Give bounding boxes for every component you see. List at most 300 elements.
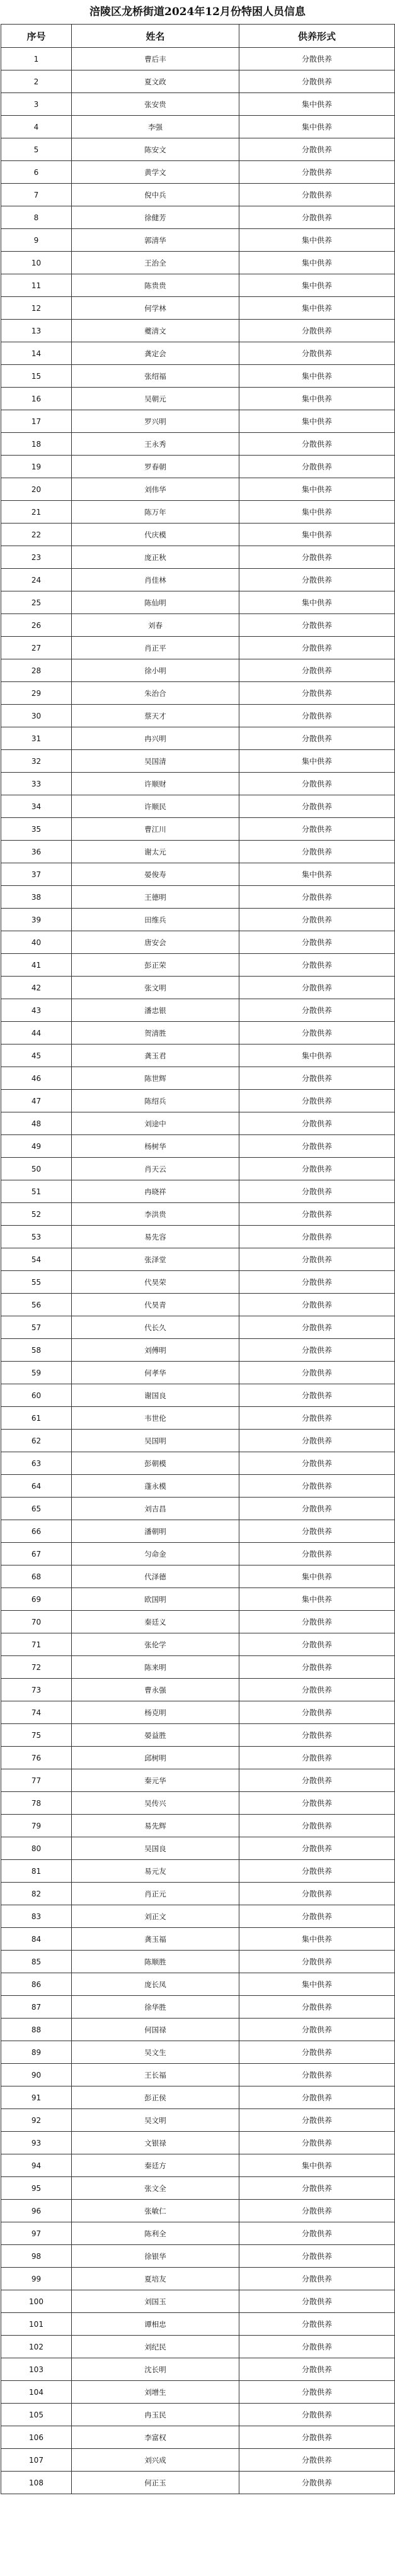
cell-support-type: 分散供养 xyxy=(239,1316,395,1339)
cell-name: 蓬永模 xyxy=(72,1475,239,1498)
cell-name: 彭朝模 xyxy=(72,1452,239,1475)
cell-name: 代长久 xyxy=(72,1316,239,1339)
table-row xyxy=(1,252,395,274)
cell-number: 34 xyxy=(1,795,72,818)
cell-name: 易先容 xyxy=(72,1226,239,1248)
cell-name: 沈长明 xyxy=(72,2358,239,2381)
cell-name: 刘国玉 xyxy=(72,2290,239,2313)
table-row xyxy=(1,2154,395,2177)
cell-support-type: 分散供养 xyxy=(239,1180,395,1203)
cell-support-type: 分散供养 xyxy=(239,1837,395,1860)
table-row xyxy=(1,1135,395,1158)
cell-number: 74 xyxy=(1,1701,72,1724)
cell-name: 王长福 xyxy=(72,2064,239,2086)
cell-name: 蔡天才 xyxy=(72,705,239,727)
cell-support-type: 集中供养 xyxy=(239,591,395,614)
cell-number: 50 xyxy=(1,1158,72,1180)
cell-name: 何国禄 xyxy=(72,2019,239,2041)
cell-number: 46 xyxy=(1,1067,72,1090)
cell-number: 8 xyxy=(1,206,72,229)
cell-number: 30 xyxy=(1,705,72,727)
cell-name: 代昊青 xyxy=(72,1294,239,1316)
cell-support-type: 集中供养 xyxy=(239,501,395,524)
cell-number: 35 xyxy=(1,818,72,841)
cell-support-type: 集中供养 xyxy=(239,750,395,773)
table-row xyxy=(1,206,395,229)
cell-number: 55 xyxy=(1,1271,72,1294)
cell-name: 罗春朝 xyxy=(72,456,239,478)
cell-name: 张绍福 xyxy=(72,365,239,388)
table-row xyxy=(1,1022,395,1044)
cell-support-type: 分散供养 xyxy=(239,2177,395,2200)
cell-number: 18 xyxy=(1,433,72,456)
cell-number: 62 xyxy=(1,1430,72,1452)
cell-number: 48 xyxy=(1,1112,72,1135)
table-row xyxy=(1,795,395,818)
table-row xyxy=(1,1701,395,1724)
cell-number: 16 xyxy=(1,388,72,410)
cell-name: 刘纪民 xyxy=(72,2336,239,2358)
cell-number: 100 xyxy=(1,2290,72,2313)
cell-support-type: 分散供养 xyxy=(239,705,395,727)
cell-support-type: 分散供养 xyxy=(239,184,395,206)
cell-name: 吴国清 xyxy=(72,750,239,773)
cell-name: 徐华胜 xyxy=(72,1996,239,2019)
cell-support-type: 分散供养 xyxy=(239,659,395,682)
cell-name: 曹永强 xyxy=(72,1679,239,1701)
cell-support-type: 分散供养 xyxy=(239,2381,395,2404)
cell-name: 吴国明 xyxy=(72,1430,239,1452)
table-row xyxy=(1,524,395,546)
table-row xyxy=(1,1271,395,1294)
cell-name: 冉晓祥 xyxy=(72,1180,239,1203)
cell-number: 56 xyxy=(1,1294,72,1316)
cell-name: 刘兴成 xyxy=(72,2449,239,2472)
cell-support-type: 分散供养 xyxy=(239,1248,395,1271)
table-row xyxy=(1,1724,395,1747)
cell-number: 77 xyxy=(1,1769,72,1792)
cell-number: 22 xyxy=(1,524,72,546)
cell-number: 15 xyxy=(1,365,72,388)
cell-support-type: 分散供养 xyxy=(239,795,395,818)
cell-number: 37 xyxy=(1,863,72,886)
cell-name: 龚玉福 xyxy=(72,1928,239,1951)
cell-number: 61 xyxy=(1,1407,72,1430)
cell-number: 31 xyxy=(1,727,72,750)
cell-support-type: 集中供养 xyxy=(239,1565,395,1588)
cell-name: 易元友 xyxy=(72,1860,239,1883)
cell-name: 夏文政 xyxy=(72,70,239,93)
table-row xyxy=(1,863,395,886)
table-row xyxy=(1,750,395,773)
cell-support-type: 分散供养 xyxy=(239,2358,395,2381)
cell-name: 曹江川 xyxy=(72,818,239,841)
cell-name: 徐小明 xyxy=(72,659,239,682)
cell-name: 陈世辉 xyxy=(72,1067,239,1090)
cell-number: 95 xyxy=(1,2177,72,2200)
cell-support-type: 分散供养 xyxy=(239,456,395,478)
cell-name: 田维兵 xyxy=(72,909,239,931)
cell-name: 彭正荣 xyxy=(72,954,239,977)
cell-name: 李强 xyxy=(72,116,239,138)
cell-name: 何孝华 xyxy=(72,1362,239,1384)
cell-name: 龚玉君 xyxy=(72,1044,239,1067)
cell-name: 何正玉 xyxy=(72,2472,239,2494)
cell-number: 6 xyxy=(1,161,72,184)
cell-support-type: 集中供养 xyxy=(239,1044,395,1067)
table-row xyxy=(1,501,395,524)
table-row xyxy=(1,2336,395,2358)
table-row xyxy=(1,977,395,999)
table-row xyxy=(1,2381,395,2404)
cell-number: 98 xyxy=(1,2245,72,2268)
table-row xyxy=(1,1384,395,1407)
cell-support-type: 分散供养 xyxy=(239,1633,395,1656)
header-row xyxy=(1,25,395,48)
cell-support-type: 分散供养 xyxy=(239,2313,395,2336)
table-row xyxy=(1,1044,395,1067)
cell-support-type: 分散供养 xyxy=(239,2449,395,2472)
cell-number: 24 xyxy=(1,569,72,591)
cell-number: 87 xyxy=(1,1996,72,2019)
cell-name: 黄学文 xyxy=(72,161,239,184)
cell-name: 彭正侯 xyxy=(72,2086,239,2109)
cell-number: 2 xyxy=(1,70,72,93)
cell-number: 3 xyxy=(1,93,72,116)
cell-support-type: 分散供养 xyxy=(239,1815,395,1837)
cell-name: 匀命金 xyxy=(72,1543,239,1565)
cell-number: 21 xyxy=(1,501,72,524)
table-row xyxy=(1,433,395,456)
cell-number: 27 xyxy=(1,637,72,659)
cell-number: 91 xyxy=(1,2086,72,2109)
table-row xyxy=(1,93,395,116)
cell-name: 欧国明 xyxy=(72,1588,239,1611)
table-row xyxy=(1,841,395,863)
cell-number: 105 xyxy=(1,2404,72,2426)
cell-number: 44 xyxy=(1,1022,72,1044)
table-row xyxy=(1,569,395,591)
cell-name: 庞正秋 xyxy=(72,546,239,569)
cell-name: 谭相忠 xyxy=(72,2313,239,2336)
cell-number: 65 xyxy=(1,1498,72,1520)
cell-support-type: 分散供养 xyxy=(239,1769,395,1792)
cell-number: 54 xyxy=(1,1248,72,1271)
cell-support-type: 分散供养 xyxy=(239,1656,395,1679)
cell-name: 陈安文 xyxy=(72,138,239,161)
table-row xyxy=(1,1883,395,1905)
data-table xyxy=(1,24,395,2494)
cell-number: 71 xyxy=(1,1633,72,1656)
cell-name: 谢太元 xyxy=(72,841,239,863)
table-row xyxy=(1,1905,395,1928)
table-row xyxy=(1,2109,395,2132)
cell-support-type: 分散供养 xyxy=(239,1203,395,1226)
cell-number: 78 xyxy=(1,1792,72,1815)
table-row xyxy=(1,2041,395,2064)
cell-support-type: 集中供养 xyxy=(239,365,395,388)
table-row xyxy=(1,1430,395,1452)
cell-support-type: 分散供养 xyxy=(239,1475,395,1498)
cell-number: 29 xyxy=(1,682,72,705)
table-row xyxy=(1,2177,395,2200)
cell-support-type: 分散供养 xyxy=(239,2472,395,2494)
cell-name: 陈仙明 xyxy=(72,591,239,614)
cell-number: 53 xyxy=(1,1226,72,1248)
cell-name: 龚定会 xyxy=(72,342,239,365)
cell-number: 9 xyxy=(1,229,72,252)
cell-number: 52 xyxy=(1,1203,72,1226)
table-row xyxy=(1,637,395,659)
table-body xyxy=(1,48,395,2494)
table-row xyxy=(1,1294,395,1316)
cell-support-type: 分散供养 xyxy=(239,1996,395,2019)
table-row xyxy=(1,297,395,320)
table-row xyxy=(1,365,395,388)
cell-number: 14 xyxy=(1,342,72,365)
cell-name: 陈顺胜 xyxy=(72,1951,239,1973)
cell-support-type: 集中供养 xyxy=(239,524,395,546)
table-row xyxy=(1,1633,395,1656)
table-row xyxy=(1,1407,395,1430)
cell-support-type: 分散供养 xyxy=(239,1226,395,1248)
cell-number: 90 xyxy=(1,2064,72,2086)
table-row xyxy=(1,1112,395,1135)
column-header-number: 序号 xyxy=(1,25,72,48)
cell-support-type: 分散供养 xyxy=(239,2222,395,2245)
cell-name: 晏俊寿 xyxy=(72,863,239,886)
cell-number: 86 xyxy=(1,1973,72,1996)
cell-name: 张安贵 xyxy=(72,93,239,116)
cell-number: 80 xyxy=(1,1837,72,1860)
table-row xyxy=(1,1203,395,1226)
cell-support-type: 分散供养 xyxy=(239,320,395,342)
cell-support-type: 分散供养 xyxy=(239,637,395,659)
table-row xyxy=(1,2472,395,2494)
table-row xyxy=(1,1090,395,1112)
cell-name: 秦廷义 xyxy=(72,1611,239,1633)
table-row xyxy=(1,818,395,841)
table-row xyxy=(1,1067,395,1090)
cell-number: 88 xyxy=(1,2019,72,2041)
cell-number: 97 xyxy=(1,2222,72,2245)
cell-number: 93 xyxy=(1,2132,72,2154)
cell-support-type: 分散供养 xyxy=(239,2200,395,2222)
table-row xyxy=(1,2086,395,2109)
cell-support-type: 分散供养 xyxy=(239,1701,395,1724)
document-title: 涪陵区龙桥街道2024年12月份特困人员信息 xyxy=(89,6,306,18)
cell-number: 67 xyxy=(1,1543,72,1565)
cell-support-type: 分散供养 xyxy=(239,342,395,365)
cell-number: 5 xyxy=(1,138,72,161)
cell-support-type: 分散供养 xyxy=(239,2041,395,2064)
table-row xyxy=(1,1452,395,1475)
cell-support-type: 分散供养 xyxy=(239,2426,395,2449)
cell-name: 徐健芳 xyxy=(72,206,239,229)
cell-support-type: 分散供养 xyxy=(239,1158,395,1180)
cell-number: 11 xyxy=(1,274,72,297)
cell-support-type: 分散供养 xyxy=(239,1430,395,1452)
cell-number: 72 xyxy=(1,1656,72,1679)
cell-support-type: 分散供养 xyxy=(239,1271,395,1294)
cell-support-type: 集中供养 xyxy=(239,1928,395,1951)
cell-support-type: 分散供养 xyxy=(239,2245,395,2268)
table-row xyxy=(1,116,395,138)
cell-name: 杨克明 xyxy=(72,1701,239,1724)
table-row xyxy=(1,229,395,252)
cell-name: 文银禄 xyxy=(72,2132,239,2154)
cell-support-type: 分散供养 xyxy=(239,886,395,909)
cell-name: 吴文生 xyxy=(72,2041,239,2064)
cell-name: 曹后丰 xyxy=(72,48,239,70)
cell-number: 68 xyxy=(1,1565,72,1588)
cell-support-type: 分散供养 xyxy=(239,1951,395,1973)
cell-support-type: 分散供养 xyxy=(239,206,395,229)
cell-number: 12 xyxy=(1,297,72,320)
cell-support-type: 分散供养 xyxy=(239,1792,395,1815)
cell-support-type: 集中供养 xyxy=(239,274,395,297)
table-row xyxy=(1,1316,395,1339)
cell-number: 73 xyxy=(1,1679,72,1701)
cell-support-type: 分散供养 xyxy=(239,2109,395,2132)
table-row xyxy=(1,2200,395,2222)
cell-name: 刘增生 xyxy=(72,2381,239,2404)
cell-support-type: 分散供养 xyxy=(239,2132,395,2154)
cell-support-type: 分散供养 xyxy=(239,841,395,863)
cell-name: 杨树华 xyxy=(72,1135,239,1158)
table-row xyxy=(1,1248,395,1271)
cell-number: 76 xyxy=(1,1747,72,1769)
table-row xyxy=(1,2290,395,2313)
table-row xyxy=(1,591,395,614)
cell-support-type: 分散供养 xyxy=(239,727,395,750)
cell-name: 谢国良 xyxy=(72,1384,239,1407)
cell-support-type: 分散供养 xyxy=(239,1294,395,1316)
cell-name: 肖天云 xyxy=(72,1158,239,1180)
cell-support-type: 分散供养 xyxy=(239,977,395,999)
cell-support-type: 分散供养 xyxy=(239,1611,395,1633)
cell-number: 89 xyxy=(1,2041,72,2064)
cell-support-type: 分散供养 xyxy=(239,1067,395,1090)
cell-name: 晏益胜 xyxy=(72,1724,239,1747)
cell-support-type: 集中供养 xyxy=(239,1973,395,1996)
cell-number: 47 xyxy=(1,1090,72,1112)
cell-name: 刘途中 xyxy=(72,1112,239,1135)
table-row xyxy=(1,999,395,1022)
cell-name: 肖正平 xyxy=(72,637,239,659)
cell-name: 张伦学 xyxy=(72,1633,239,1656)
table-row xyxy=(1,161,395,184)
cell-support-type: 分散供养 xyxy=(239,931,395,954)
cell-support-type: 分散供养 xyxy=(239,2064,395,2086)
table-row xyxy=(1,1973,395,1996)
cell-number: 39 xyxy=(1,909,72,931)
cell-support-type: 集中供养 xyxy=(239,93,395,116)
table-row xyxy=(1,2268,395,2290)
cell-number: 42 xyxy=(1,977,72,999)
cell-name: 肖佳林 xyxy=(72,569,239,591)
cell-support-type: 分散供养 xyxy=(239,1520,395,1543)
cell-number: 66 xyxy=(1,1520,72,1543)
cell-support-type: 分散供养 xyxy=(239,569,395,591)
table-row xyxy=(1,546,395,569)
cell-support-type: 分散供养 xyxy=(239,70,395,93)
cell-number: 58 xyxy=(1,1339,72,1362)
cell-number: 63 xyxy=(1,1452,72,1475)
cell-number: 70 xyxy=(1,1611,72,1633)
cell-support-type: 分散供养 xyxy=(239,954,395,977)
cell-support-type: 分散供养 xyxy=(239,773,395,795)
cell-support-type: 分散供养 xyxy=(239,1883,395,1905)
table-row xyxy=(1,70,395,93)
table-row xyxy=(1,2222,395,2245)
cell-support-type: 分散供养 xyxy=(239,161,395,184)
cell-support-type: 分散供养 xyxy=(239,1135,395,1158)
cell-support-type: 集中供养 xyxy=(239,410,395,433)
table-row xyxy=(1,1679,395,1701)
cell-number: 10 xyxy=(1,252,72,274)
cell-support-type: 分散供养 xyxy=(239,2268,395,2290)
table-row xyxy=(1,2404,395,2426)
cell-name: 吴文明 xyxy=(72,2109,239,2132)
cell-support-type: 分散供养 xyxy=(239,1090,395,1112)
cell-support-type: 集中供养 xyxy=(239,863,395,886)
cell-number: 43 xyxy=(1,999,72,1022)
cell-number: 45 xyxy=(1,1044,72,1067)
table-row xyxy=(1,1498,395,1520)
column-header-support-type: 供养形式 xyxy=(239,25,395,48)
cell-name: 张敏仁 xyxy=(72,2200,239,2222)
cell-number: 75 xyxy=(1,1724,72,1747)
cell-support-type: 分散供养 xyxy=(239,1543,395,1565)
cell-name: 郭清华 xyxy=(72,229,239,252)
table-row xyxy=(1,1543,395,1565)
cell-support-type: 分散供养 xyxy=(239,1724,395,1747)
cell-name: 陈贵贵 xyxy=(72,274,239,297)
cell-name: 张文全 xyxy=(72,2177,239,2200)
cell-number: 7 xyxy=(1,184,72,206)
table-row xyxy=(1,1792,395,1815)
cell-support-type: 集中供养 xyxy=(239,116,395,138)
cell-number: 96 xyxy=(1,2200,72,2222)
table-row xyxy=(1,931,395,954)
cell-number: 40 xyxy=(1,931,72,954)
cell-name: 唐安会 xyxy=(72,931,239,954)
cell-name: 吴朝元 xyxy=(72,388,239,410)
table-row xyxy=(1,1362,395,1384)
cell-number: 69 xyxy=(1,1588,72,1611)
cell-name: 韦世伦 xyxy=(72,1407,239,1430)
table-row xyxy=(1,2245,395,2268)
cell-number: 64 xyxy=(1,1475,72,1498)
cell-name: 罗兴明 xyxy=(72,410,239,433)
cell-number: 33 xyxy=(1,773,72,795)
cell-support-type: 集中供养 xyxy=(239,229,395,252)
table-row xyxy=(1,1565,395,1588)
cell-support-type: 集中供养 xyxy=(239,388,395,410)
cell-number: 38 xyxy=(1,886,72,909)
cell-name: 倪中兵 xyxy=(72,184,239,206)
table-row xyxy=(1,886,395,909)
cell-number: 102 xyxy=(1,2336,72,2358)
cell-support-type: 分散供养 xyxy=(239,2404,395,2426)
cell-name: 许顺民 xyxy=(72,795,239,818)
table-row xyxy=(1,1996,395,2019)
table-row xyxy=(1,342,395,365)
cell-name: 朱治合 xyxy=(72,682,239,705)
cell-name: 代泽德 xyxy=(72,1565,239,1588)
cell-number: 82 xyxy=(1,1883,72,1905)
